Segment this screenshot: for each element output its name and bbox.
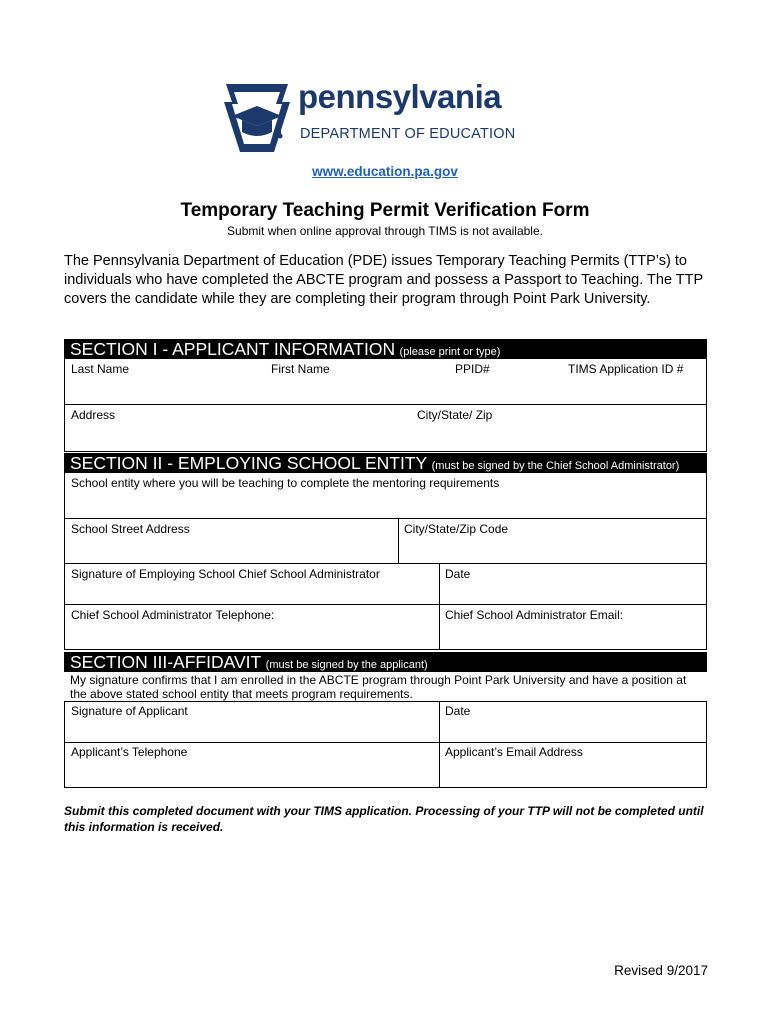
- admin-date-label: Date: [445, 567, 471, 581]
- section3-note: (must be signed by the applicant): [265, 659, 428, 671]
- school-entity-label: School entity where you will be teaching to complete the mentoring requirements: [71, 476, 500, 490]
- logo-department: DEPARTMENT OF EDUCATION: [300, 126, 516, 142]
- logo-wordmark: pennsylvania: [298, 78, 502, 115]
- tims-id-label: TIMS Application ID #: [568, 362, 684, 376]
- applicant-date-label: Date: [445, 704, 471, 718]
- section1-heading: SECTION I - APPLICANT INFORMATION: [70, 339, 396, 359]
- keystone-icon: [220, 80, 294, 156]
- applicant-address-row[interactable]: [64, 404, 707, 452]
- applicant-signature-row[interactable]: [64, 701, 707, 743]
- city-state-zip-label: City/State/ Zip: [417, 408, 493, 422]
- applicant-contact-row[interactable]: [64, 742, 707, 788]
- revision-date: Revised 9/2017: [614, 963, 708, 978]
- divider: [439, 564, 440, 604]
- school-entity-row[interactable]: [64, 472, 707, 519]
- section2-note: (must be signed by the Chief School Administrator): [431, 460, 680, 472]
- applicant-name-row[interactable]: [64, 358, 707, 405]
- school-street-label: School Street Address: [71, 522, 190, 536]
- applicant-email-label: Applicant’s Email Address: [445, 745, 583, 759]
- website-link[interactable]: www.education.pa.gov: [312, 164, 458, 179]
- admin-signature-row[interactable]: [64, 563, 707, 605]
- section1-note: (please print or type): [399, 346, 501, 358]
- ppid-label: PPID#: [455, 362, 490, 376]
- admin-contact-row[interactable]: [64, 604, 707, 650]
- divider: [439, 605, 440, 649]
- address-label: Address: [71, 408, 116, 422]
- submission-note: Submit this completed document with your TIMS application. Processing of your TTP will not be completed until this information is received.: [64, 804, 704, 834]
- form-subtitle: Submit when online approval through TIMS is not available.: [227, 224, 543, 238]
- intro-paragraph: The Pennsylvania Department of Education (PDE) issues Temporary Teaching Permits (TTP’s) to individuals who have completed the ABCTE program and possess a Passport to Teaching. The TTP covers the candidate while they are completing their program through Point Park University.: [64, 253, 703, 307]
- school-address-row[interactable]: [64, 518, 707, 564]
- school-city-state-zip-label: City/State/Zip Code: [404, 522, 509, 536]
- section3-header: [64, 652, 707, 672]
- section1-header: [64, 339, 707, 359]
- form-title: Temporary Teaching Permit Verification Form: [180, 200, 590, 221]
- pde-logo: [220, 80, 520, 156]
- affidavit-text: My signature confirms that I am enrolled in the ABCTE program through Point Park University and have a position at the above stated school entity that meets program requirements.: [70, 673, 687, 701]
- applicant-telephone-label: Applicant’s Telephone: [71, 745, 188, 759]
- section2-heading: SECTION II - EMPLOYING SCHOOL ENTITY: [70, 453, 428, 473]
- last-name-label: Last Name: [71, 362, 130, 376]
- section2-header: [64, 453, 707, 473]
- first-name-label: First Name: [271, 362, 330, 376]
- section3-heading: SECTION III-AFFIDAVIT: [70, 652, 262, 672]
- admin-telephone-label: Chief School Administrator Telephone:: [71, 608, 275, 622]
- divider: [439, 743, 440, 787]
- admin-signature-label: Signature of Employing School Chief School Administrator: [71, 567, 380, 581]
- divider: [439, 702, 440, 742]
- admin-email-label: Chief School Administrator Email:: [445, 608, 624, 622]
- divider: [398, 519, 399, 563]
- applicant-signature-label: Signature of Applicant: [71, 704, 188, 718]
